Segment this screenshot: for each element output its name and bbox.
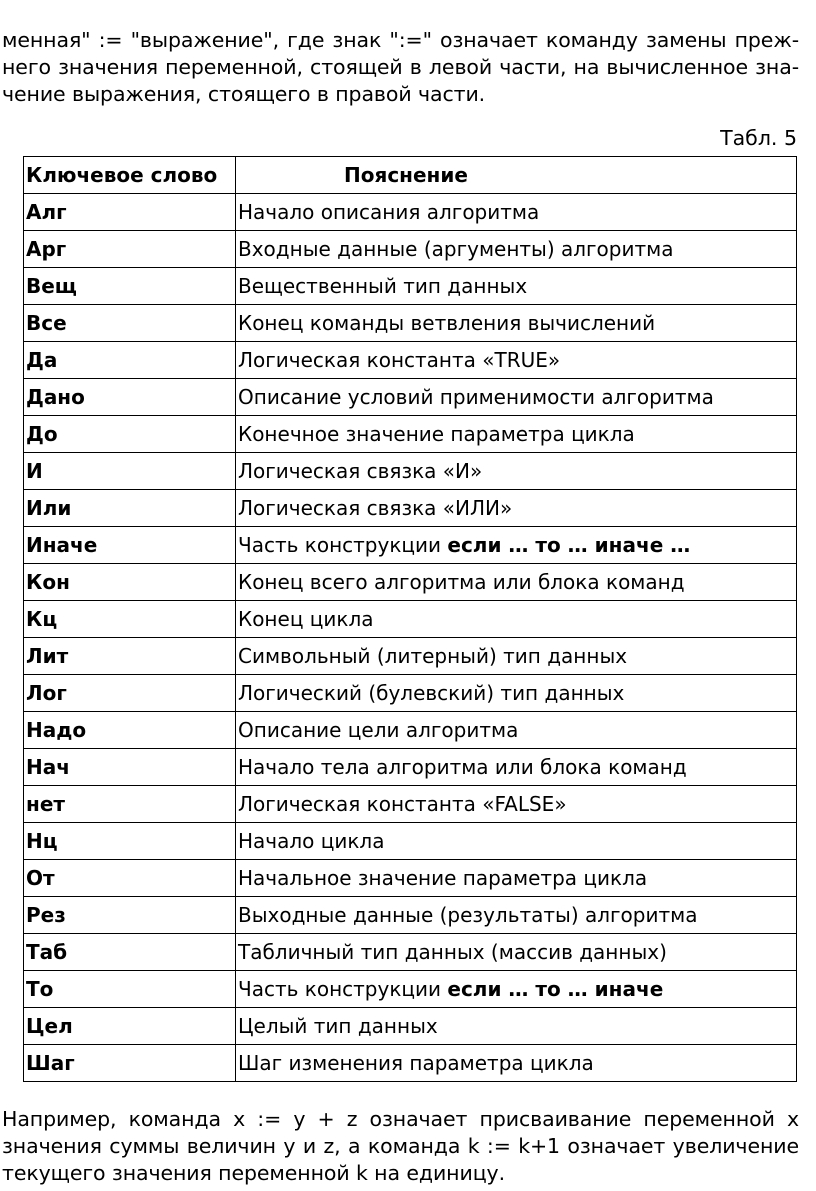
description-cell	[236, 305, 797, 342]
description-text: Часть конструкции	[238, 533, 448, 557]
keyword-cell: Лог	[24, 675, 236, 712]
table-row	[24, 490, 797, 527]
description-text: Целый тип данных	[238, 1014, 438, 1038]
table-row	[24, 1045, 797, 1082]
description-cell	[236, 416, 797, 453]
keyword-cell: Рез	[24, 897, 236, 934]
description-cell	[236, 971, 797, 1008]
description-cell	[236, 453, 797, 490]
table-row	[24, 342, 797, 379]
description-cell	[236, 712, 797, 749]
description-cell	[236, 342, 797, 379]
table-row	[24, 268, 797, 305]
description-text: Выходные данные (результаты) алгоритма	[238, 903, 698, 927]
description-cell	[236, 194, 797, 231]
table-header-row	[24, 157, 797, 194]
description-cell	[236, 1045, 797, 1082]
table-row	[24, 675, 797, 712]
table-row	[24, 564, 797, 601]
keyword-cell: Или	[24, 490, 236, 527]
description-text: Логическая константа «TRUE»	[238, 348, 561, 372]
description-cell	[236, 749, 797, 786]
keyword-cell: Кон	[24, 564, 236, 601]
keywords-table	[23, 156, 797, 1082]
keyword-cell: Лит	[24, 638, 236, 675]
table-row	[24, 527, 797, 564]
description-text: Начальное значение параметра цикла	[238, 866, 648, 890]
keyword-cell: Арг	[24, 231, 236, 268]
description-text: Начало описания алгоритма	[238, 200, 540, 224]
description-cell	[236, 1008, 797, 1045]
table-row	[24, 712, 797, 749]
description-text: Шаг изменения параметра цикла	[238, 1051, 594, 1075]
keyword-cell: Кц	[24, 601, 236, 638]
table-row	[24, 305, 797, 342]
description-text: Входные данные (аргументы) алгоритма	[238, 237, 674, 261]
description-text: Начало тела алгоритма или блока команд	[238, 755, 687, 779]
table-row	[24, 934, 797, 971]
description-cell	[236, 490, 797, 527]
description-text: Табличный тип данных (массив данных)	[238, 940, 667, 964]
description-cell	[236, 638, 797, 675]
header-keyword: Ключевое слово	[24, 157, 236, 194]
table-row	[24, 1008, 797, 1045]
keyword-cell: Нач	[24, 749, 236, 786]
intro-paragraph: менная" := "выражение", где знак ":=" означает команду замены преж- него значения переменной, стоящей в левой части, на вычисленное зна- чение выражения, стоящего в правой части.	[2, 28, 799, 106]
keyword-cell: нет	[24, 786, 236, 823]
description-text: Начало цикла	[238, 829, 385, 853]
description-cell	[236, 268, 797, 305]
description-text: Описание условий применимости алгоритма	[238, 385, 714, 409]
keyword-cell: От	[24, 860, 236, 897]
table-caption: Табл. 5	[720, 126, 797, 150]
table-row	[24, 749, 797, 786]
keyword-cell: Алг	[24, 194, 236, 231]
keyword-cell: Таб	[24, 934, 236, 971]
keyword-cell: То	[24, 971, 236, 1008]
keyword-cell: До	[24, 416, 236, 453]
header-description: Пояснение	[236, 157, 797, 194]
description-cell	[236, 823, 797, 860]
table-row	[24, 194, 797, 231]
keyword-cell: Шаг	[24, 1045, 236, 1082]
table-body	[24, 194, 797, 1082]
description-cell	[236, 379, 797, 416]
description-text: Конец цикла	[238, 607, 374, 631]
table-row	[24, 786, 797, 823]
description-text: Вещественный тип данных	[238, 274, 528, 298]
description-text: Логический (булевский) тип данных	[238, 681, 625, 705]
description-text: Конец команды ветвления вычислений	[238, 311, 656, 335]
description-cell	[236, 860, 797, 897]
description-text: Конец всего алгоритма или блока команд	[238, 570, 685, 594]
keyword-cell: Дано	[24, 379, 236, 416]
description-text: Описание цели алгоритма	[238, 718, 519, 742]
outro-paragraph: Например, команда x := y + z означает присваивание переменной x значения суммы величин y и z, а команда k := k+1 означает увеличение текущего значения переменной k на единицу.	[2, 1107, 799, 1185]
description-cell	[236, 527, 797, 564]
table-row	[24, 823, 797, 860]
keyword-cell: Все	[24, 305, 236, 342]
description-cell	[236, 786, 797, 823]
description-text: Конечное значение параметра цикла	[238, 422, 635, 446]
description-text: Логическая константа «FALSE»	[238, 792, 567, 816]
keyword-cell: Нц	[24, 823, 236, 860]
table-row	[24, 860, 797, 897]
description-text: Логическая связка «И»	[238, 459, 483, 483]
keyword-cell: Да	[24, 342, 236, 379]
keyword-cell: Вещ	[24, 268, 236, 305]
description-cell	[236, 231, 797, 268]
description-cell	[236, 897, 797, 934]
table-row	[24, 453, 797, 490]
description-bold-text: если … то … иначе …	[447, 533, 691, 557]
description-text: Символьный (литерный) тип данных	[238, 644, 628, 668]
table-row	[24, 231, 797, 268]
table-row	[24, 379, 797, 416]
description-cell	[236, 934, 797, 971]
table-row	[24, 601, 797, 638]
description-cell	[236, 564, 797, 601]
description-cell	[236, 601, 797, 638]
description-text: Часть конструкции	[238, 977, 448, 1001]
description-bold-text: если … то … иначе	[447, 977, 664, 1001]
keyword-cell: Иначе	[24, 527, 236, 564]
keyword-cell: Надо	[24, 712, 236, 749]
table-row	[24, 638, 797, 675]
keyword-cell: Цел	[24, 1008, 236, 1045]
description-text: Логическая связка «ИЛИ»	[238, 496, 513, 520]
table-row	[24, 416, 797, 453]
table-row	[24, 971, 797, 1008]
keyword-cell: И	[24, 453, 236, 490]
description-cell	[236, 675, 797, 712]
table-row	[24, 897, 797, 934]
